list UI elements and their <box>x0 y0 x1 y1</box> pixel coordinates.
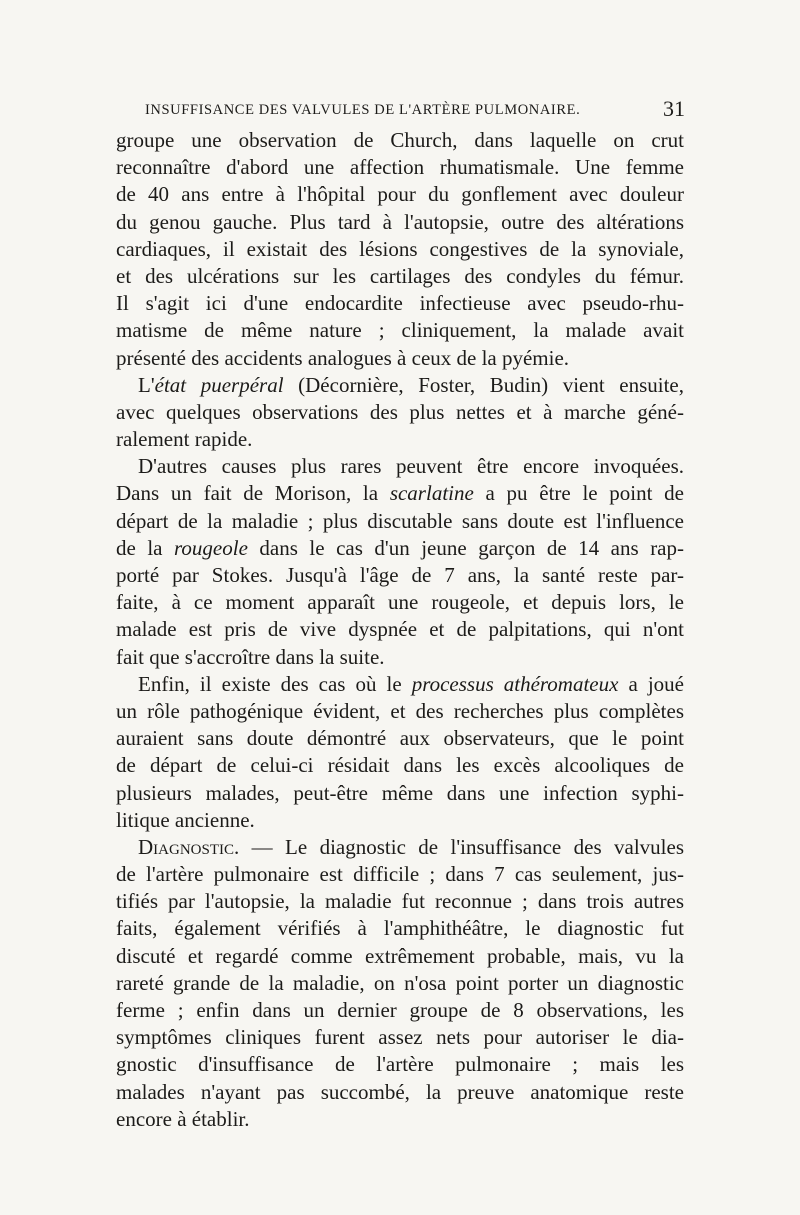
text-line <box>116 154 684 181</box>
text-line <box>116 345 684 372</box>
text-segment: litique ancienne. <box>116 807 255 832</box>
text-segment: de 40 ans entre à l'hôpital pour du gonflement avec douleur <box>116 182 684 207</box>
text-segment: faits, également vérifiés à l'amphithéâtre, le diagnostic fut <box>116 916 684 941</box>
text-segment: malade est pris de vive dyspnée et de palpitations, qui n'ont <box>116 617 684 642</box>
text-segment: départ de la maladie ; plus discutable sans doute est l'influence <box>116 508 684 533</box>
text-line <box>116 888 684 915</box>
text-segment: cardiaques, il existait des lésions congestives de la synoviale, <box>116 236 684 261</box>
paragraph <box>116 372 684 454</box>
text-line <box>116 616 684 643</box>
text-segment: matisme de même nature ; cliniquement, la malade avait <box>116 318 684 343</box>
text-segment: présenté des accidents analogues à ceux de la pyémie. <box>116 345 570 370</box>
text-segment: un rôle pathogénique évident, et des recherches plus complètes <box>116 698 684 723</box>
text-line <box>116 997 684 1024</box>
text-line <box>116 970 684 997</box>
text-segment: a pu être le point de <box>473 481 685 506</box>
text-line <box>116 698 684 725</box>
text-segment: et des ulcérations sur les cartilages des condyles du fémur. <box>116 263 684 288</box>
text-line <box>116 1051 684 1078</box>
text-line <box>116 915 684 942</box>
text-line <box>116 807 684 834</box>
text-segment: fait que s'accroître dans la suite. <box>116 644 385 669</box>
text-segment: malades n'ayant pas succombé, la preuve anatomique reste <box>116 1079 684 1104</box>
text-line <box>116 263 684 290</box>
text-segment: symptômes cliniques furent assez nets pour autoriser le dia- <box>116 1025 684 1050</box>
text-line <box>116 1024 684 1051</box>
italic-term: processus athéromateux <box>411 671 619 696</box>
text-segment: plusieurs malades, peut-être même dans une infection syphi- <box>116 780 684 805</box>
text-body <box>116 127 684 1133</box>
text-line <box>116 589 684 616</box>
text-segment: faite, à ce moment apparaît une rougeole, et depuis lors, le <box>116 590 684 615</box>
text-line <box>116 290 684 317</box>
text-segment: (Décornière, Foster, Budin) vient ensuite, <box>283 372 685 397</box>
text-line <box>116 861 684 888</box>
running-title: INSUFFISANCE DES VALVULES DE L'ARTÈRE PULMONAIRE. <box>145 102 581 118</box>
text-line <box>116 317 684 344</box>
text-segment: Enfin, il existe des cas où le <box>138 671 412 696</box>
paragraph <box>116 834 684 1133</box>
page-number: 31 <box>663 96 685 121</box>
text-line <box>116 399 684 426</box>
text-segment: — Le diagnostic de l'insuffisance des valvules <box>239 834 684 859</box>
text-segment: groupe une observation de Church, dans laquelle on crut <box>116 128 684 152</box>
paragraph <box>116 453 684 671</box>
text-segment: Dans un fait de Morison, la <box>116 481 390 506</box>
text-line <box>116 752 684 779</box>
text-segment: reconnaître d'abord une affection rhumatismale. Une femme <box>116 155 684 180</box>
text-segment: ferme ; enfin dans un dernier groupe de 8 observations, les <box>116 998 684 1022</box>
text-line <box>116 181 684 208</box>
text-segment: auraient sans doute démontré aux observateurs, que le point <box>116 726 684 751</box>
text-line <box>116 508 684 535</box>
text-segment: discuté et regardé comme extrêmement probable, mais, vu la <box>116 943 684 968</box>
text-segment: a joué <box>618 671 684 696</box>
text-line <box>116 372 684 399</box>
text-segment: rareté grande de la maladie, on n'osa point porter un diagnostic <box>116 970 684 995</box>
text-line <box>116 644 684 671</box>
italic-term: rougeole <box>174 535 248 560</box>
text-line <box>116 1106 684 1133</box>
text-line <box>116 671 684 698</box>
text-line <box>116 943 684 970</box>
text-line <box>116 480 684 507</box>
text-line <box>116 236 684 263</box>
text-segment: D'autres causes plus rares peuvent être encore invoquées. <box>138 454 684 479</box>
text-line <box>116 426 684 453</box>
text-segment: gnostic d'insuffisance de l'artère pulmonaire ; mais les <box>116 1052 684 1077</box>
italic-term: scarlatine <box>389 481 474 506</box>
text-segment: ralement rapide. <box>116 427 253 452</box>
text-line <box>116 834 684 861</box>
running-head <box>145 96 685 123</box>
text-line <box>116 780 684 807</box>
text-segment: de la <box>116 535 175 560</box>
text-segment: de l'artère pulmonaire est difficile ; dans 7 cas seulement, jus- <box>116 862 684 887</box>
text-segment: L' <box>138 372 155 397</box>
text-segment: porté par Stokes. Jusqu'à l'âge de 7 ans, la santé reste par- <box>116 563 684 587</box>
italic-term: état puerpéral <box>154 372 284 397</box>
text-segment: tifiés par l'autopsie, la maladie fut reconnue ; dans trois autres <box>116 889 684 914</box>
text-line <box>116 127 684 154</box>
paragraph <box>116 127 684 372</box>
text-segment: du genou gauche. Plus tard à l'autopsie, outre des altérations <box>116 209 684 234</box>
text-line <box>116 453 684 480</box>
text-line <box>116 535 684 562</box>
text-line <box>116 1079 684 1106</box>
section-heading: Diagnostic. <box>138 834 240 859</box>
text-segment: de départ de celui-ci résidait dans les excès alcooliques de <box>116 753 684 778</box>
text-line <box>116 725 684 752</box>
text-segment: Il s'agit ici d'une endocardite infectieuse avec pseudo-rhu- <box>116 291 684 316</box>
text-line <box>116 209 684 236</box>
text-segment: dans le cas d'un jeune garçon de 14 ans rap- <box>247 535 684 560</box>
text-segment: encore à établir. <box>116 1106 250 1131</box>
text-line <box>116 562 684 589</box>
paragraph <box>116 671 684 834</box>
text-segment: avec quelques observations des plus nettes et à marche géné- <box>116 399 684 424</box>
